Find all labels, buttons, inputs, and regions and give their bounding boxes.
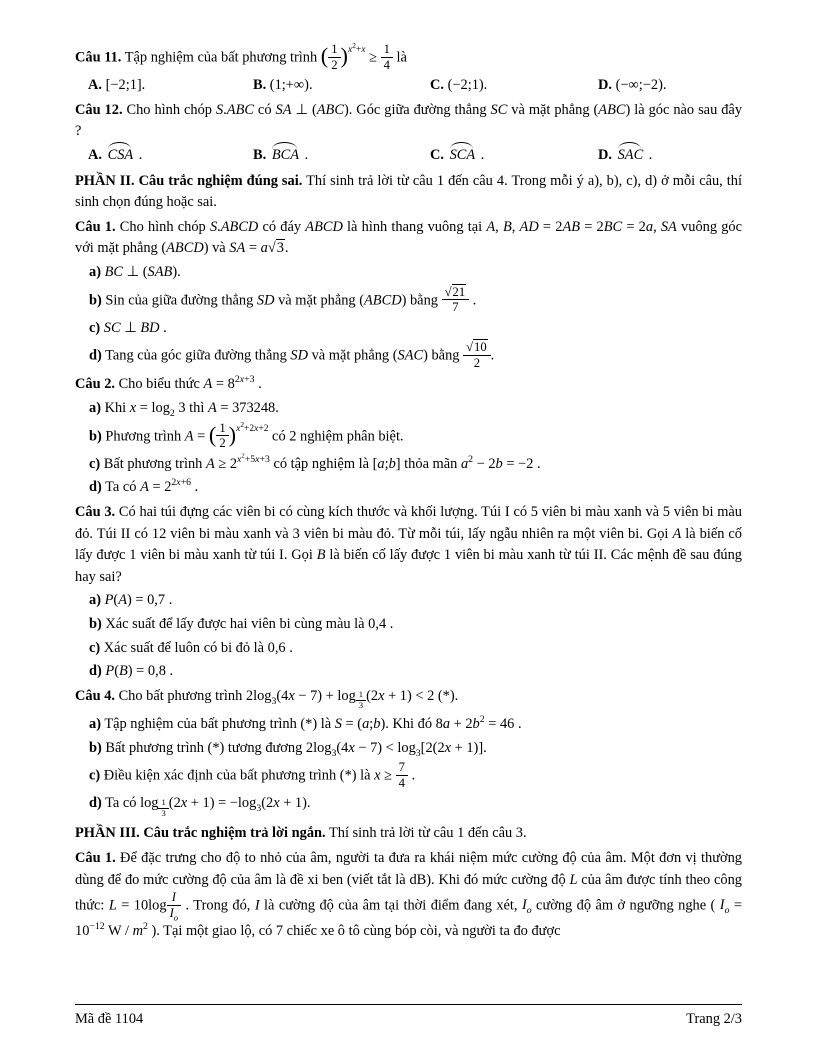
- p2-q3-item-a: a) P(A) = 0,7 .: [89, 592, 173, 609]
- q11-option-c: C. (−2;1).: [430, 77, 488, 94]
- part2-header: PHẦN II. Câu trắc nghiệm đúng sai. Thí sinh trả lời từ câu 1 đến câu 4. Trong mỗi ý a), b), c), d) ở mỗi câu, thí sinh chọn đúng hoặc sai.: [75, 172, 742, 211]
- p2-q3-item-c: c) Xác suất để luôn có bi đỏ là 0,6 .: [89, 639, 293, 656]
- exam-code: Mã đề 1104: [75, 1011, 144, 1027]
- q12-stem: Câu 12. Cho hình chóp S.ABC có SA ⊥ (ABC). Góc giữa đường thẳng SC và mặt phẳng (ABC) là góc nào sau đây ?: [75, 101, 743, 140]
- p2-q1-item-a: a) BC ⊥ (SAB).: [89, 264, 181, 280]
- p2-q1-item-c: c) SC ⊥ BD .: [89, 319, 167, 336]
- p2-q3-stem: Câu 3. Có hai túi đựng các viên bi có cùng kích thước và khối lượng. Túi I có 5 viên bi màu xanh và 5 viên bi màu đỏ. Túi II có 12 viên bi màu xanh và 3 viên bi màu đỏ. Từ mỗi túi, lấy ngẫu nhiên ra một viên bi. Gọi A là biến cố lấy được 1 viên bi màu xanh từ túi I. Gọi B là biến cố lấy được 1 viên bi màu xanh từ túi II. Các mệnh đề sau đúng hay sai?: [75, 504, 742, 585]
- page-number: Trang 2/3: [686, 1011, 742, 1027]
- q12-option-d: D. SAC .: [598, 145, 742, 167]
- p2-q2-item-b: b) Phương trình A = ( $\frac{1}{2}$ )$^{x^2+2x+2}$ có 2 nghiệm phân biệt.: [89, 419, 404, 451]
- q12-options: [75, 145, 742, 167]
- p2-q2-item-c: c) Bất phương trình $A \ge 2^{x^2+5x+3}$ có tập nghiệm là [a;b] thỏa mãn $a^2 - 2b = -2$ .: [89, 452, 541, 472]
- exam-content: [75, 40, 742, 943]
- p2-q4-stem: Câu 4. Cho bất phương trình $2\log_3(4x - 7) + \log$ $_{\frac{1}{3}}$ (2x + 1) < 2 (*).: [75, 687, 459, 711]
- p2-q4-item-c: c) Điều kiện xác định của bất phương trình (*) là x ≥ $\frac{7}{4}$ .: [89, 760, 416, 790]
- p2-q1-item-d: d) Tang của góc giữa đường thẳng SD và mặt phẳng (SAC) bằng √ $\frac{10}{2}$ .: [75, 341, 742, 371]
- p2-q4-item-a: a) Tập nghiệm của bất phương trình (*) là S = (a;b). Khi đó $8a + 2b^2 = 46$ .: [89, 714, 522, 732]
- q11-options: [75, 75, 742, 97]
- page-footer: [75, 1004, 742, 1031]
- p2-q4-item-b: b) Bất phương trình (*) tương đương $2\log_3(4x - 7) < \log_3[2(2x + 1)]$.: [89, 739, 487, 759]
- q12-option-c: C. SCA .: [430, 145, 598, 167]
- p2-q2-item-a: a) Khi $x = \log_2 3$ thì A = 373248.: [89, 400, 279, 419]
- p2-q3-item-b: b) Xác suất để lấy được hai viên bi cùng màu là 0,4 .: [89, 616, 394, 633]
- q11-stem: Câu 11. Tập nghiệm của bất phương trình ( $\frac{1}{2}$ )$^{x^2+x}$ ≥ $\frac{1}{4}$ là: [75, 41, 407, 72]
- p2-q2-item-d: d) Ta có $A = 2^{2x+6}$ .: [89, 477, 199, 496]
- q12-option-a: A. CSA .: [88, 145, 253, 167]
- q11-option-d: D. (−∞;−2).: [598, 77, 667, 94]
- q11-option-b: B. (1;+∞).: [253, 77, 313, 94]
- p2-q1-stem: Câu 1. Cho hình chóp S.ABCD có đáy ABCD là hình thang vuông tại A, B, AD = 2AB = 2BC = 2a, SA vuông góc với mặt phẳng (ABCD) và SA = a √ 3.: [75, 217, 742, 260]
- p2-q3-item-d: d) P(B) = 0,8 .: [89, 663, 174, 680]
- p2-q1-item-b: b) Sin của giữa đường thẳng SD và mặt phẳng (ABCD) bằng √ $\frac{21}{7}$ .: [75, 286, 742, 316]
- q12-option-b: B. BCA .: [253, 145, 430, 167]
- p3-q1-stem: Câu 1. Để đặc trưng cho độ to nhỏ của âm, người ta đưa ra khái niệm mức cường độ của âm. Một đơn vị thường dùng để đo mức cường độ của âm là đề xi ben (viết tắt là dB). Khi đó mức cường độ L của âm được tính theo công thức: L = 10log $\frac{I}{I_o}$ . Trong đó, I là cường độ của âm tại thời điểm đang xét, $I_o$ cường độ âm ở ngưỡng nghe ( $I_o = 10^{-12}$ W / $m^2$ ). Tại một giao lộ, có 7 chiếc xe ô tô cùng bóp còi, và người ta đo được: [75, 849, 743, 940]
- part3-header: PHẦN III. Câu trắc nghiệm trả lời ngắn. Thí sinh trả lời từ câu 1 đến câu 3.: [75, 825, 527, 842]
- q11-option-a: A. [−2;1].: [88, 77, 146, 94]
- p2-q4-item-d: d) Ta có log $_{\frac{1}{3}}$ $(2x + 1) = -\log_3(2x + 1)$.: [89, 795, 311, 818]
- p2-q2-stem: Câu 2. Cho biểu thức $A = 8^{2x+3}$ .: [75, 374, 262, 393]
